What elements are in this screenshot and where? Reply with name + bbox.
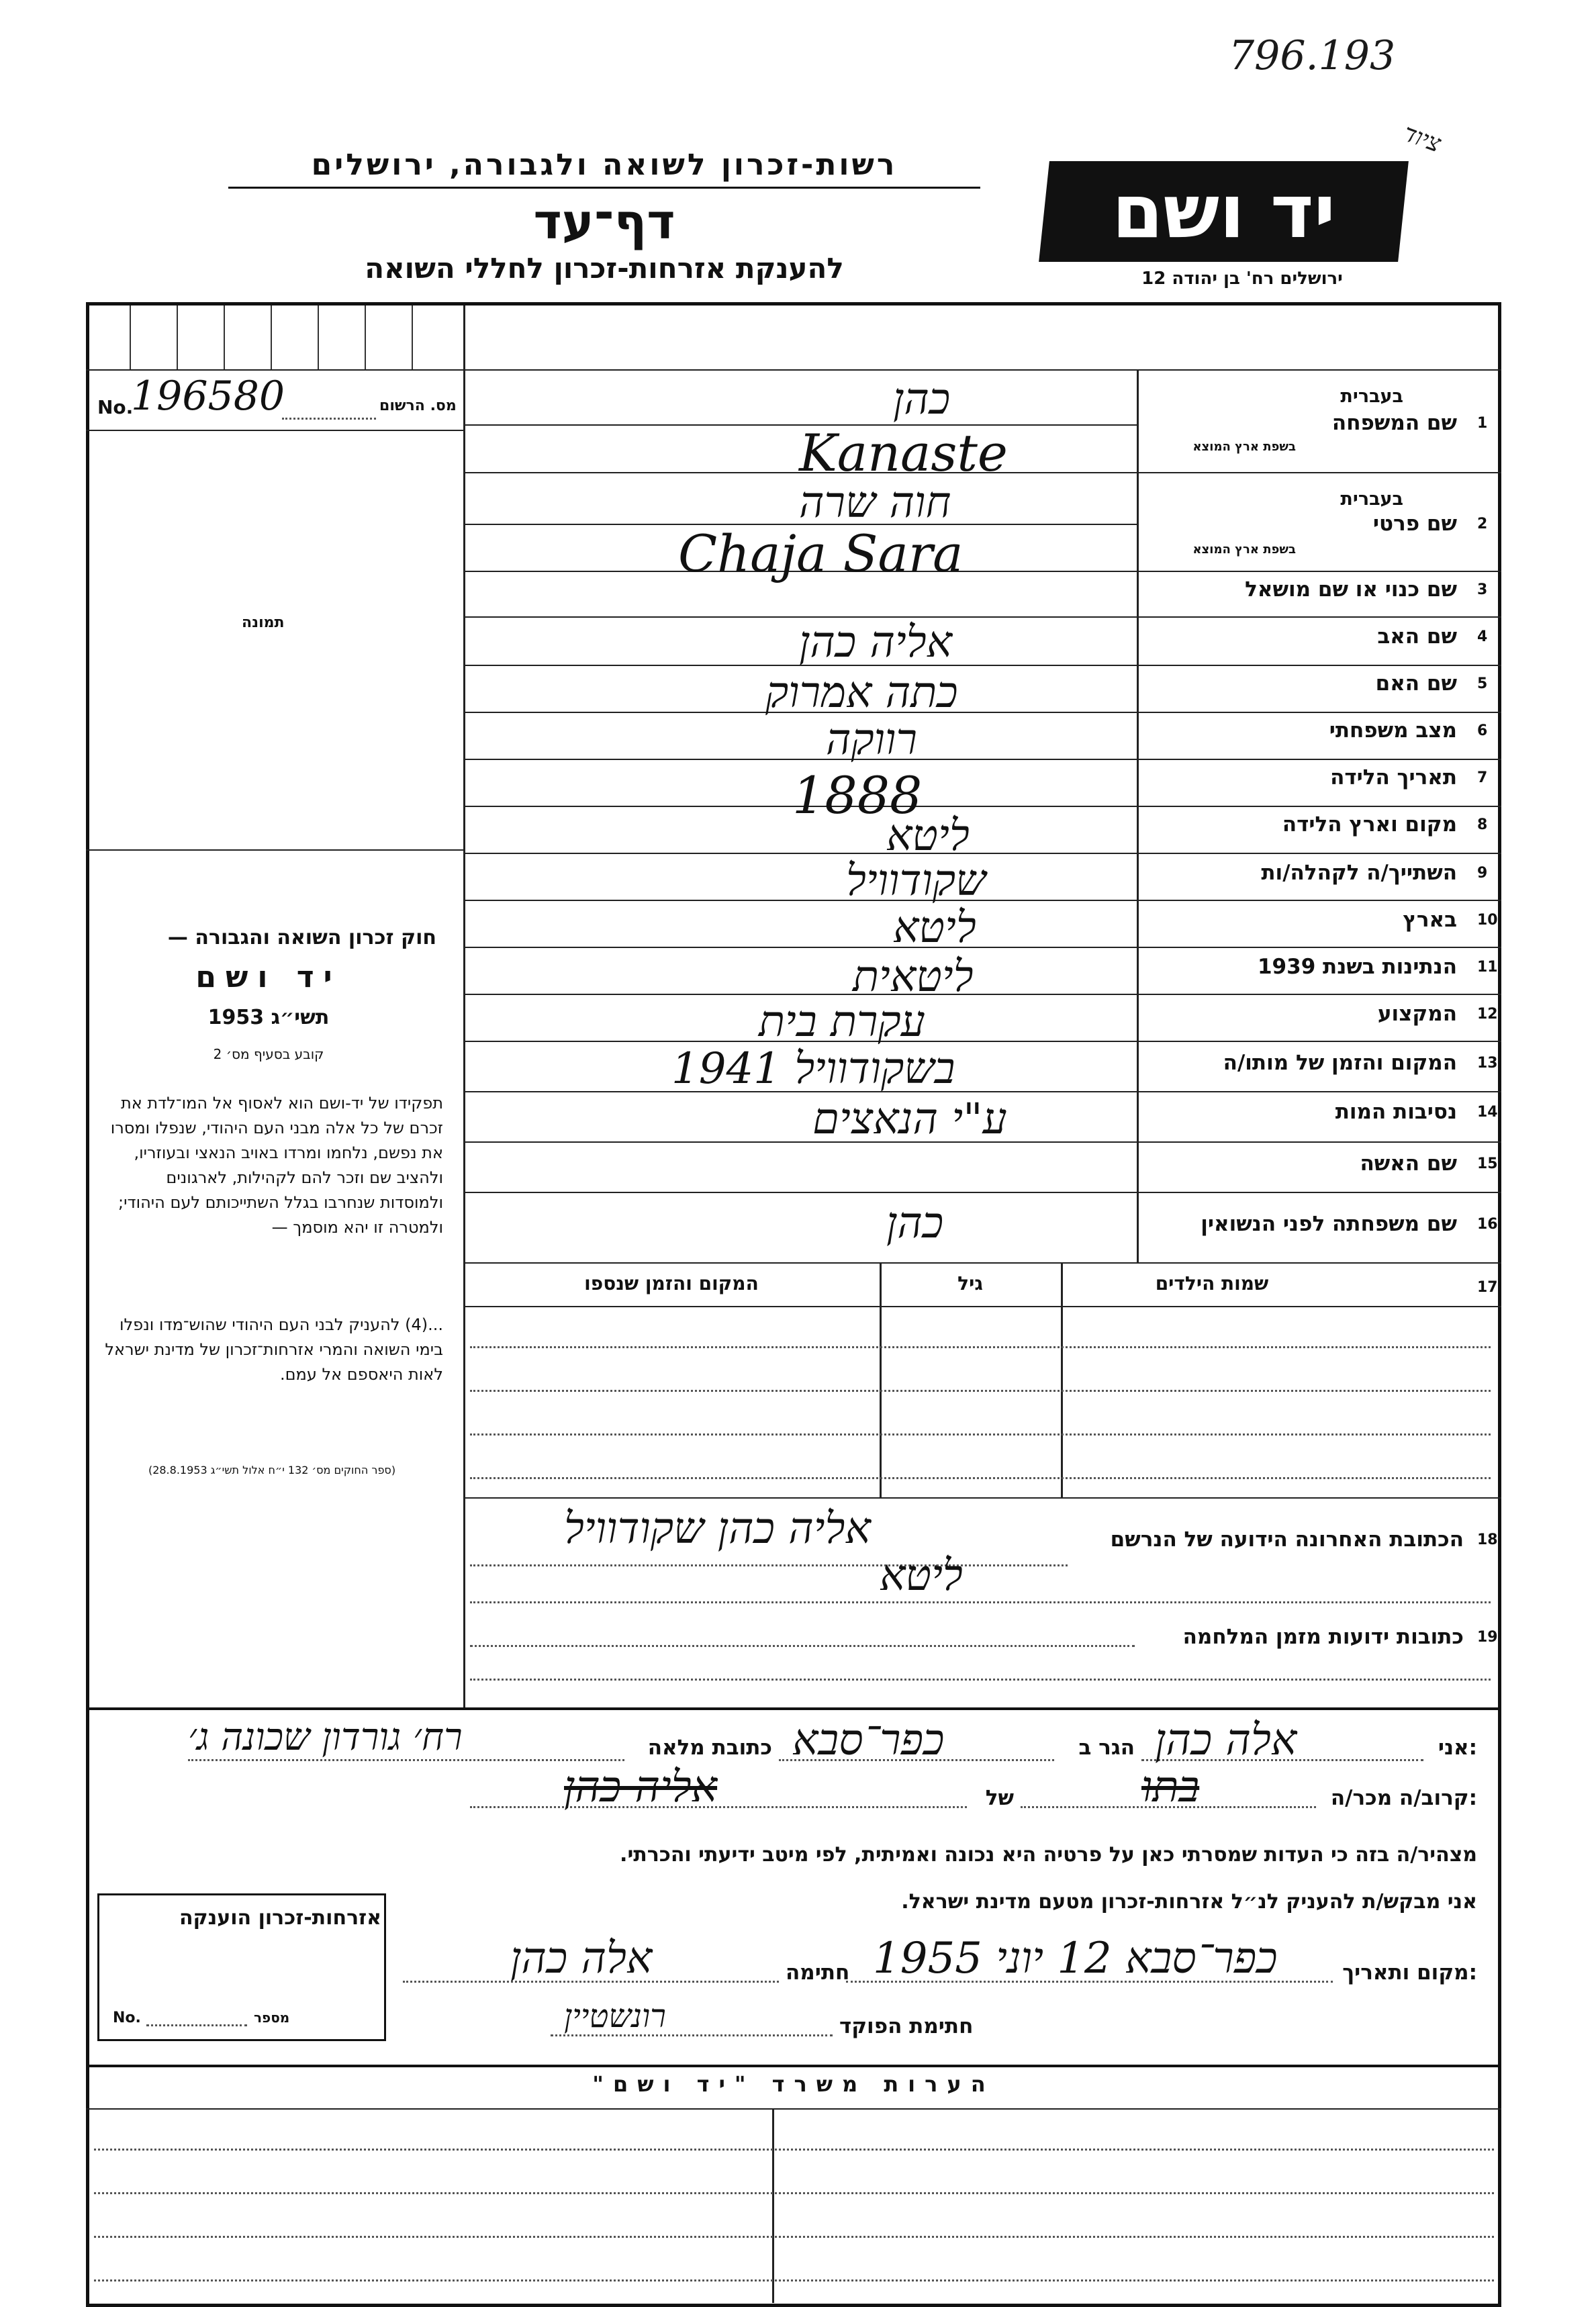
field-num-7: 7 <box>1477 769 1488 786</box>
top-strip-cells <box>89 305 463 369</box>
registration-number: 196580 <box>131 373 285 420</box>
law-footnote: (ספר החוקים מס׳ 132 י״ח אלול תשי״ג 28.8.1953) <box>148 1464 396 1476</box>
field-num-16: 16 <box>1477 1216 1498 1233</box>
law-clause: קובע בסעיף מס׳ 2 <box>213 1046 324 1062</box>
place-date-value[interactable]: כפר־סבא 12 יוני 1955 <box>873 1934 1278 1983</box>
declarant-label: אני: <box>1438 1736 1477 1760</box>
children-header-names: שמות הילדים <box>1155 1272 1269 1294</box>
field-maiden-name-label: שם משפחתה לפני הנשואין <box>1201 1212 1457 1236</box>
lang-hebrew-1: בעברית <box>1340 386 1403 407</box>
field-num-8: 8 <box>1477 816 1488 833</box>
officer-signature-value[interactable]: רונשטיין <box>564 1997 666 2035</box>
field-last-address-line2[interactable]: ליטא <box>880 1551 963 1601</box>
address-value[interactable]: רח׳ גורדון שכונה ג׳ <box>188 1715 463 1759</box>
field-alias-label: שם כנוי או שם מושאל <box>1245 577 1457 602</box>
field-marital-status-value[interactable]: רווקה <box>826 715 917 765</box>
officer-signature-label: חתימת הפוקד <box>839 2014 974 2038</box>
field-num-3: 3 <box>1477 581 1488 598</box>
corner-number: 796.193 <box>1229 32 1396 79</box>
citizenship-num-prefix: No. <box>113 2010 141 2026</box>
field-first-name-label: שם פרטי <box>1372 512 1457 536</box>
field-mother-value[interactable]: כתה אמרוק <box>765 668 958 718</box>
field-wife-name-label: שם האשה <box>1360 1151 1457 1176</box>
field-num-12: 12 <box>1477 1006 1498 1023</box>
field-death-place-time-value[interactable]: 1941 בשקודוויל <box>671 1044 955 1094</box>
office-notes-line[interactable] <box>94 2279 1494 2281</box>
of-label: של <box>985 1786 1014 1810</box>
field-wartime-addresses-label: כתובות ידועות מזמן המלחמה <box>1182 1625 1464 1649</box>
lang-hebrew-2: בעברית <box>1340 489 1403 510</box>
field-maiden-name-value[interactable]: כהן <box>886 1198 944 1248</box>
field-num-13: 13 <box>1477 1055 1498 1072</box>
field-birth-date-label: תאריך הלידה <box>1330 765 1457 790</box>
field-num-6: 6 <box>1477 722 1488 739</box>
field-birth-place-label: מקום וארץ הלידה <box>1282 812 1457 837</box>
field-num-11: 11 <box>1477 959 1498 976</box>
field-father-label: שם האב <box>1377 624 1457 649</box>
field-mother-label: שם האם <box>1375 671 1457 696</box>
lang-origin-1: בשפת ארץ המוצא <box>1192 440 1296 454</box>
citizenship-box <box>97 1893 386 2041</box>
office-notes-line[interactable] <box>94 2192 1494 2194</box>
field-num-1: 1 <box>1477 415 1488 432</box>
sheet-title: דף־עד <box>533 193 675 250</box>
field-birth-date-value[interactable]: 1888 <box>792 765 923 825</box>
office-notes-title: הערות משרד "יד ושם" <box>592 2071 995 2097</box>
field-birth-place-value[interactable]: ליטא <box>886 811 970 861</box>
declarant-name[interactable]: אלה כהן <box>1155 1715 1297 1765</box>
signature-label: חתימה <box>786 1961 850 1985</box>
field-num-10: 10 <box>1477 912 1498 929</box>
field-wartime-addresses-input[interactable] <box>470 1645 1135 1647</box>
field-num-17: 17 <box>1477 1279 1498 1296</box>
citizenship-box-title: אזרחות-זכרון הוענקה <box>179 1906 381 1930</box>
field-num-4: 4 <box>1477 628 1488 645</box>
field-family-name-origin[interactable]: Kanaste <box>799 423 1008 483</box>
field-death-circumstances-label: נסיבות המות <box>1335 1100 1457 1124</box>
field-num-15: 15 <box>1477 1156 1498 1172</box>
field-death-circumstances-value[interactable]: ע"י הנאצים <box>812 1094 1007 1144</box>
relative-label: קרוב/ה מכר/ה: <box>1330 1786 1477 1810</box>
registration-label: מס. הרשום <box>379 397 457 414</box>
field-marital-status-label: מצב משפחתי <box>1329 718 1457 743</box>
field-num-18: 18 <box>1477 1532 1498 1548</box>
field-num-19: 19 <box>1477 1629 1498 1646</box>
field-profession-label: המקצוע <box>1377 1002 1457 1026</box>
logo-address: ירושלים רח' בן יהודה 12 <box>1141 269 1343 289</box>
field-last-address-label: הכתובת האחרונה הידועה של הנרשם <box>1110 1527 1464 1552</box>
declaration-statement: מצהיר/ה בזה כי העדות שמסרתי כאן על פרטיה היא נכונה ואמיתית, לפי מיטב ידיעתי והכרתי. <box>620 1843 1477 1867</box>
address-label: כתובת מלאה <box>647 1736 772 1760</box>
citizenship-num-label: מספר <box>254 2010 290 2026</box>
field-profession-value[interactable]: עקרת בית <box>759 997 925 1047</box>
resides-value[interactable]: כפר־סבא <box>792 1715 945 1765</box>
child-row[interactable] <box>470 1433 1491 1435</box>
field-num-5: 5 <box>1477 675 1488 692</box>
field-num-9: 9 <box>1477 865 1488 882</box>
children-header-place-time: המקום והזמן שנספו <box>584 1272 759 1294</box>
field-family-name-label: שם המשפחה <box>1331 411 1457 435</box>
authority-title: רשות-זכרון לשואה ולגבורה, ירושלים <box>311 148 898 182</box>
law-body: תפקידו של יד-ושם הוא לאסוף אל המו־לדת את זכרם של כל אלה מבני העם היהודי, שנפלו ומסרו את נפשם, נלחמו ומרדו באויב הנאצי ובעוזריו, ולהציב שם וזכר להם לקהילות, לארגונים ולמוסדות שנחרבו בגלל השתייכותם לעם היהודי; ולמטרה זו יהא מוסמך — <box>110 1094 443 1237</box>
field-father-value[interactable]: אליה כהן <box>799 618 953 667</box>
citizenship-num-input[interactable] <box>146 2024 247 2026</box>
law-year: תשי״ג 1953 <box>207 1006 330 1029</box>
resides-label: הגר ב <box>1078 1736 1135 1760</box>
child-row[interactable] <box>470 1390 1491 1392</box>
signature-value[interactable]: אלה כהן <box>510 1934 653 1983</box>
field-family-name-hebrew[interactable]: כהן <box>893 375 951 424</box>
field-num-2: 2 <box>1477 516 1488 532</box>
field-first-name-hebrew[interactable]: חוה שרה <box>799 478 951 528</box>
field-death-place-time-label: המקום והזמן של מותו/ה <box>1223 1051 1457 1075</box>
office-notes-line[interactable] <box>94 2149 1494 2151</box>
field-citizenship-1939-label: הנתינות בשנת 1939 <box>1257 955 1457 979</box>
field-num-14: 14 <box>1477 1104 1498 1121</box>
field-first-name-origin[interactable]: Chaja Sara <box>678 524 964 583</box>
declaration-request: אני מבקש/ת להעניק לנ״ל אזרחות-זכרון מטעם מדינת ישראל. <box>901 1890 1477 1914</box>
children-header-age: גיל <box>957 1272 983 1294</box>
field-community-label: השתייך/ה לקהלה/ות <box>1261 861 1457 885</box>
lang-origin-2: בשפת ארץ המוצא <box>1192 543 1296 557</box>
child-row[interactable] <box>470 1346 1491 1348</box>
law-name: יד ושם <box>195 960 342 994</box>
field-country-value[interactable]: ליטא <box>893 903 976 953</box>
registration-prefix: No. <box>97 396 134 418</box>
of-value[interactable]: אליה כהן <box>564 1762 718 1812</box>
child-row[interactable] <box>470 1477 1491 1479</box>
logo-text: יד ושם <box>1111 169 1336 254</box>
law-body-2: ...(4) להעניק לבני העם היהודי שהוש־מדו ונפלו בימי השואה והמרי אזרחות־זכרון של מדינת ישראל לאות היאספם אל עמם. <box>105 1315 443 1384</box>
office-notes-line[interactable] <box>94 2236 1494 2238</box>
field-country-label: בארץ <box>1403 908 1457 932</box>
place-date-label: מקום ותאריך: <box>1342 1961 1477 1985</box>
relative-value[interactable]: בתו <box>1141 1762 1200 1812</box>
yad-vashem-logo <box>1039 161 1409 262</box>
field-last-address-line1[interactable]: אליה כהן שקודוויל <box>564 1504 871 1554</box>
photo-label: תמונה <box>242 614 285 631</box>
sheet-subtitle: להענקת אזרחות-זכרון לחללי השואה <box>365 252 844 285</box>
field-community-value[interactable]: שקודוויל <box>846 856 986 906</box>
corner-mark: ציוד <box>1399 119 1445 158</box>
field-citizenship-1939-value[interactable]: ליטאית <box>853 952 974 1002</box>
law-title: חוק זכרון השואה והגבורה — <box>167 926 436 949</box>
